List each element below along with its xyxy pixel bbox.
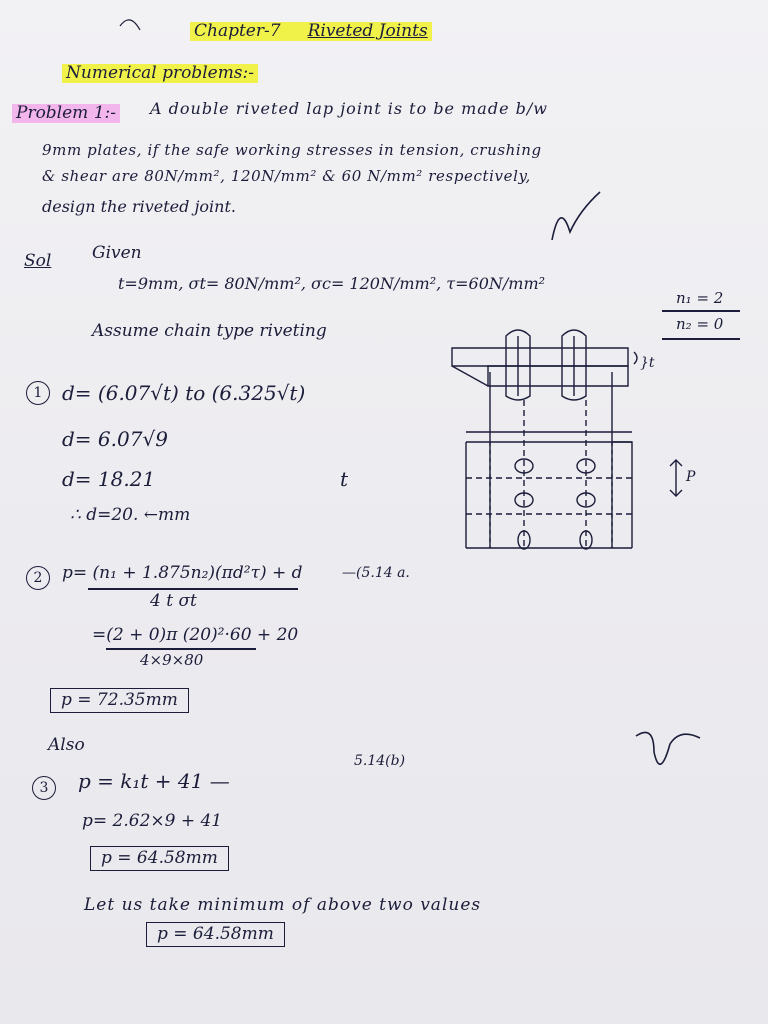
also-label: Also (48, 735, 85, 755)
step-1-line-1: d= (6.07√t) to (6.325√t) (62, 381, 306, 405)
step-2-result: p = 72.35mm (50, 688, 189, 713)
t-mark: t (340, 467, 349, 491)
problem-line-3: & shear are 80N/mm², 120N/mm² & 60 N/mm² respectively, (42, 167, 531, 185)
top-plate-section (452, 348, 628, 366)
step-2-numerator: p= (n₁ + 1.875n₂)(πd²τ) + d (62, 563, 303, 583)
given-values: t=9mm, σt= 80N/mm², σc= 120N/mm², τ=60N/mm² (118, 274, 546, 293)
step-3-line-2: p= 2.62×9 + 41 (82, 811, 223, 831)
solution-label: Sol (24, 251, 52, 271)
given-label: Given (92, 243, 142, 263)
step-1-line-4: ∴ d=20. ←mm (70, 505, 191, 525)
step-2-substitution: =(2 + 0)π (20)²·60 + 20 (92, 625, 299, 645)
step-3-marker: 3 (32, 776, 56, 800)
assumption: Assume chain type riveting (92, 321, 327, 341)
margin-scribble-2 (636, 732, 700, 764)
problem-label: Problem 1:- (12, 104, 120, 123)
step-2-ref: —(5.14 a. (342, 565, 410, 581)
chapter-number: Chapter-7 (194, 21, 281, 41)
problem-line-2: 9mm plates, if the safe working stresses in tension, crushing (42, 141, 542, 159)
section-heading: Numerical problems:- (62, 64, 258, 83)
conclusion-text: Let us take minimum of above two values (84, 895, 482, 915)
diagram-label-t: }t (640, 355, 655, 371)
margin-scribble-1 (552, 192, 600, 240)
step-2-marker: 2 (26, 566, 50, 590)
step-3-result: p = 64.58mm (90, 846, 229, 871)
step-2-denominator: 4 t σt (150, 591, 197, 611)
diagram-label-p: P (686, 469, 696, 485)
step-2-sub-denominator: 4×9×80 (140, 651, 204, 669)
problem-line-4: design the riveted joint. (42, 197, 236, 216)
step-3-ref: 5.14(b) (354, 753, 406, 769)
bottom-plate-section (488, 366, 628, 386)
step-3-line-1: p = k₁t + 41 — (78, 769, 230, 793)
chapter-topic: Riveted Joints (307, 21, 428, 41)
n1-value: n₁ = 2 (676, 289, 724, 307)
n2-value: n₂ = 0 (676, 315, 724, 333)
step-1-line-3: d= 18.21 (62, 467, 156, 491)
step-1-line-2: d= 6.07√9 (62, 427, 168, 451)
step-1-marker: 1 (26, 381, 50, 405)
final-answer: p = 64.58mm (146, 922, 285, 947)
problem-line-1: A double riveted lap joint is to be made b/w (150, 99, 548, 118)
